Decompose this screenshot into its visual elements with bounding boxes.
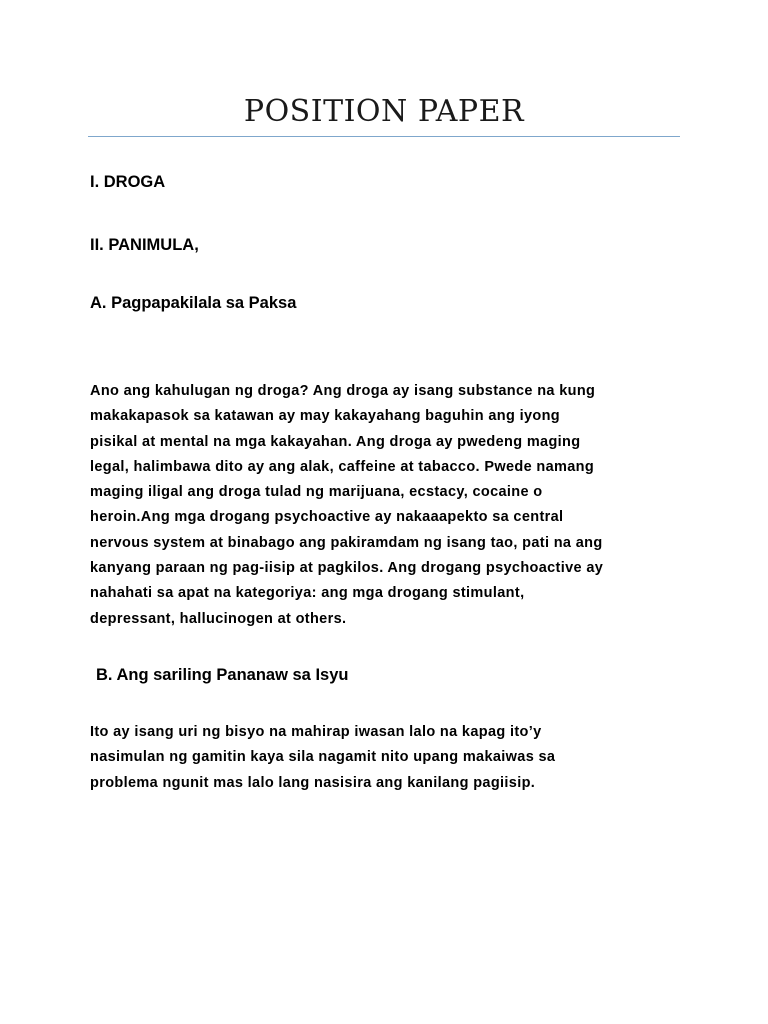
paragraph-line: kanyang paraan ng pag-iisip at pagkilos. Ang drogang psychoactive ay <box>90 560 604 577</box>
section-heading-panimula: II. PANIMULA, <box>90 236 199 254</box>
paragraph-line: legal, halimbawa dito ay ang alak, caffeine at tabacco. Pwede namang <box>90 458 595 475</box>
intro-paragraph <box>90 379 690 632</box>
title-divider <box>88 136 680 137</box>
view-paragraph <box>90 720 690 796</box>
paragraph-line: Ano ang kahulugan ng droga? Ang droga ay isang substance na kung <box>90 383 596 399</box>
paragraph-line: nervous system at binabago ang pakiramdam ng isang tao, pati na ang <box>90 534 603 551</box>
paragraph-line: nasimulan ng gamitin kaya sila nagamit nito upang makaiwas sa <box>90 749 556 766</box>
page-title: POSITION PAPER <box>243 94 525 129</box>
paragraph-line: problema ngunit mas lalo lang nasisira ang kanilang pagiisip. <box>90 774 536 791</box>
subsection-heading-sariling-pananaw: B. Ang sariling Pananaw sa Isyu <box>96 666 349 684</box>
paragraph-line: maging iligal ang droga tulad ng marijuana, ecstacy, cocaine o <box>90 484 543 501</box>
paragraph-line: nahahati sa apat na kategoriya: ang mga drogang stimulant, <box>90 585 525 602</box>
paragraph-line: heroin.Ang mga drogang psychoactive ay nakaaapekto sa central <box>90 509 564 526</box>
paragraph-line: makakapasok sa katawan ay may kakayahang baguhin ang iyong <box>90 408 560 425</box>
paragraph-line: pisikal at mental na mga kakayahan. Ang droga ay pwedeng maging <box>90 433 581 450</box>
section-heading-droga: I. DROGA <box>90 173 166 191</box>
subsection-heading-pagpapakilala: A. Pagpapakilala sa Paksa <box>90 294 297 312</box>
paragraph-line: depressant, hallucinogen at others. <box>90 610 347 627</box>
paragraph-line: Ito ay isang uri ng bisyo na mahirap iwasan lalo na kapag ito’y <box>90 724 542 740</box>
